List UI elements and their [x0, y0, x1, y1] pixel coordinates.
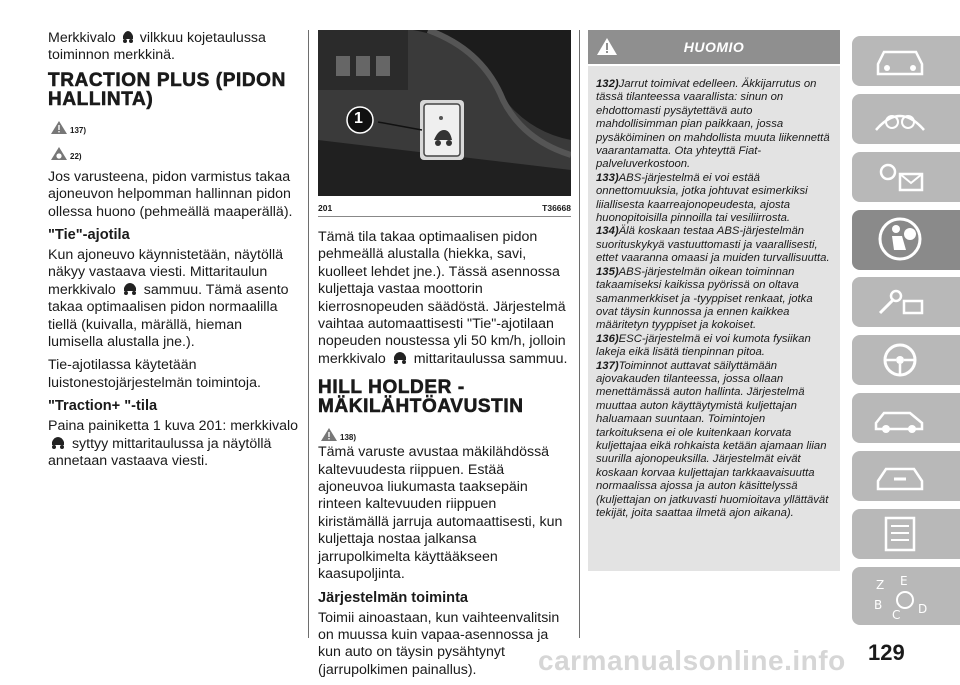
svg-text:E: E	[900, 574, 908, 588]
warning-note: 135)ABS-järjestelmän oikean toiminnan takaamiseksi kaikissa pyörissä on oltava samanmerkkiset ja -tyyppiset renkaat, jotka ovat täysin kunnossa ja ennen kaikkea määritetyn tyyppiset ja kokoiset.	[596, 265, 813, 332]
traction-warning-icon	[390, 351, 410, 365]
wrench-car-icon	[870, 283, 930, 321]
watermark: carmanualsonline.info	[538, 645, 846, 676]
warning-triangle-icon	[320, 427, 338, 442]
heading-system-operation: Järjestelmän toiminta	[318, 589, 469, 606]
figure-201-dashboard-photo	[318, 30, 571, 196]
heading-traction-plus: TRACTION PLUS (PIDON HALLINTA)	[48, 69, 286, 110]
steering-wheel-icon	[870, 341, 930, 379]
figure-callout-1: 1	[354, 110, 363, 127]
heading-tie-ajotila: "Tie"-ajotila	[48, 227, 130, 244]
sidebar-tab-index[interactable]	[852, 567, 960, 625]
traction-warning-icon	[48, 436, 68, 450]
sidebar-tab-lights[interactable]	[852, 152, 960, 202]
tie-note: Tie-ajotilassa käytetään luistonestojärjestelmän toimintoja.	[48, 357, 261, 391]
hill-holder-description: Tämä varuste avustaa mäkilähdössä kaltevuudesta riippuen. Estää ajoneuvoa liukumasta taaksepäin rinteen kaltevuuden riippuen kiristämällä jarruja automaattisesti, kun kuljettaja nostaa jalkansa jarrupolkimelta käyttääkseen kaasupoljinta.	[318, 444, 563, 583]
airbag-seat-icon	[870, 216, 930, 262]
figure-caption	[318, 196, 571, 217]
sidebar-tab-car[interactable]	[852, 36, 960, 86]
warning-note: 136)ESC-järjestelmä ei voi kumota fysiikan lakeja eikä lisätä tienpinnan pitoa.	[596, 332, 811, 359]
intro-text-a: Merkkivalo	[48, 30, 116, 46]
sidebar-tab-safety[interactable]	[852, 210, 960, 270]
page-number: 129	[868, 640, 905, 665]
sidebar-tab-driving[interactable]	[852, 335, 960, 385]
warning-note: 137)Toiminnot auttavat säilyttämään ajovakauden tilanteessa, jossa ollaan menettämässä auton hallinta. Järjestelmä muuttaa auton käyttäytymistä kuljettajan haluamaan suuntaan. Toimintojen tarkoituksena ei ole kuitenkaan korvata kuljettajaa eikä rohkaista ketään ajamaan liian suurilla ajonopeuksilla. Järjestelmät eivät koskaan korvaa kuljettajan tarkkaavaisuutta normaalissa ajossa ja auton käsittelyssä (kuljettajan on jatkuvasti huomioitava yllättävät tekijät, joita saattaa ilmetä ajon aikana).	[596, 359, 829, 519]
svg-text:D: D	[918, 602, 928, 616]
sidebar-tab-dashboard[interactable]	[852, 94, 960, 144]
figure-number: 201	[318, 203, 333, 213]
warning-reference-137: 137)	[50, 115, 298, 135]
dashboard-icon	[870, 100, 930, 138]
car-front-icon	[870, 42, 930, 80]
column-divider	[579, 30, 580, 638]
svg-text:B: B	[874, 598, 883, 612]
svg-text:C: C	[892, 608, 901, 622]
intro-text-b: vilkkuu kojetaulussa toiminnon merkkinä.	[48, 30, 266, 64]
specs-list-icon	[870, 515, 930, 553]
column-divider	[308, 30, 309, 638]
warning-box-header	[588, 30, 840, 64]
column-middle	[318, 30, 571, 685]
warning-reference-138: 138)	[320, 422, 571, 442]
heading-traction-plus-mode: "Traction+ "-tila	[48, 398, 158, 415]
system-operation-text: Toimii ainoastaan, kun vaihteenvalitsin on muussa kuin vapaa-asennossa ja kun auto on täysin pysähtynyt (jarrupolkimen painallus).	[318, 609, 560, 678]
column-right	[588, 30, 840, 571]
sidebar-tab-maintenance[interactable]	[852, 451, 960, 501]
tie-paragraph: Kun ajoneuvo käynnistetään, näytöllä näkyy vastaava viesti. Mittaritaulun merkkivalo sammuu. Tämä asento takaa optimaalisen pidon normaalilla tiellä (kuivalla, märällä, hieman lumisella alustalla jne.).	[48, 247, 289, 351]
note-drop-icon	[50, 146, 68, 161]
heading-hill-holder: HILL HOLDER -MÄKILÄHTÖAVUSTIN	[318, 377, 524, 418]
traction-warning-icon	[120, 282, 140, 296]
intro-paragraph	[48, 30, 298, 65]
sidebar-tab-starting[interactable]	[852, 277, 960, 327]
sidebar-tab-emergency[interactable]	[852, 393, 960, 443]
traction-warning-icon	[120, 30, 136, 44]
warning-box-body	[588, 66, 840, 571]
note-reference-22: 22)	[50, 141, 298, 161]
traction-plus-paragraph: Paina painiketta 1 kuva 201: merkkivalo syttyy mittaritaulussa ja näytöllä annetaan vastaava viesti.	[48, 418, 298, 470]
warning-note: 132)Jarrut toimivat edelleen. Äkkijarrutus on tässä tilanteessa vaarallista: sinun on ehdottomasti pysäytettävä auto mahdollisimman pian paikkaan, jossa pysäköiminen on mahdollista muuta liikennettä vaarantamatta. Ota yhteyttä Fiat-palveluverkostoon.	[596, 78, 830, 171]
svg-text:Z: Z	[876, 578, 885, 592]
traction-plus-description: Tämä tila takaa optimaalisen pidon pehmeällä alustalla (hiekka, savi, kuolleet lehdet jne.). Tässä asennossa kuljettaja vastaa moottorin kierrosnopeuden säädöstä. Järjestelmä vaihtaa automaattisesti "Tie"-ajotilaan nopeuden noustessa yli 50 km/h, jolloin merkkivalo mittaritaulussa sammuu.	[318, 229, 568, 367]
sidebar-tab-technical-data[interactable]	[852, 509, 960, 559]
traction-description: Jos varusteena, pidon varmistus takaa ajoneuvon helpomman hallinnan pidon ollessa huono (pehmeällä maaperällä).	[48, 168, 293, 220]
warning-note: 134)Älä koskaan testaa ABS-järjestelmän suorituskykyä vastuuttomasti ja vaarallisesti, ettet vaaranna omaasi ja muiden turvallisuutta.	[596, 225, 830, 265]
warning-triangle-icon	[50, 120, 68, 135]
warning-note: 133)ABS-järjestelmä ei voi estää onnettomuuksia, jotka johtuvat esimerkiksi liiallisesta kaarreajonopeudesta, ajosta huonopitoisilla pinnoilla tai vesiliirrosta.	[596, 171, 808, 225]
service-car-icon	[870, 457, 930, 495]
index-letters-icon	[870, 573, 940, 623]
figure-code: T36668	[542, 203, 571, 213]
car-side-icon	[870, 399, 930, 437]
warning-title: HUOMIO	[683, 39, 745, 55]
column-left	[48, 30, 298, 477]
light-mail-icon	[870, 158, 930, 196]
